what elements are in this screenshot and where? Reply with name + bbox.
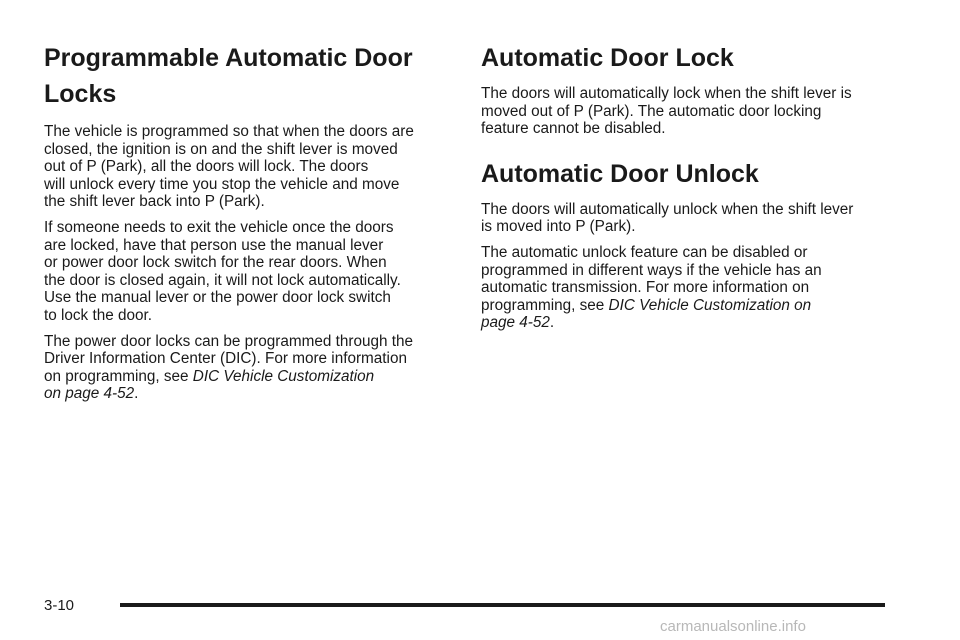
paragraph-automatic-lock [481, 85, 891, 138]
text-line: Driver Information Center (DIC). For more information [44, 350, 407, 368]
text-line: If someone needs to exit the vehicle once the doors [44, 218, 394, 236]
paragraph-automatic-unlock [481, 201, 891, 236]
text-lead: on programming, see [44, 367, 193, 385]
text-line: or power door lock switch for the rear doors. When [44, 254, 387, 272]
page-number: 3-10 [44, 597, 75, 614]
period: . [134, 385, 139, 403]
text-line: the door is closed again, it will not lock automatically. [44, 271, 401, 289]
paragraph-programming-overview [44, 123, 444, 211]
text-line: are locked, have that person use the manual lever [44, 236, 384, 254]
text-line [44, 368, 444, 386]
paragraph-exit-vehicle [44, 219, 444, 325]
text-line: The power door locks can be programmed through the [44, 332, 414, 350]
text-line: programmed in different ways if the vehicle has an [481, 261, 822, 279]
cross-reference-link[interactable]: DIC Vehicle Customization on [608, 296, 812, 314]
text-line: the shift lever back into P (Park). [44, 193, 265, 211]
cross-reference-page[interactable]: on page 4-52 [44, 385, 135, 403]
text-line: moved out of P (Park). The automatic door locking [481, 102, 822, 120]
text-lead: programming, see [481, 296, 609, 314]
period: . [549, 314, 555, 332]
text-line: Use the manual lever or the power door lock switch [44, 289, 391, 307]
text-line: feature cannot be disabled. [481, 120, 666, 138]
text-line [44, 385, 444, 403]
heading-automatic-door-lock: Automatic Door Lock [481, 44, 734, 72]
text-line: is moved into P (Park). [481, 218, 636, 236]
footer-rule [120, 603, 885, 607]
heading-line: Programmable Automatic Door [44, 44, 413, 72]
text-line: to lock the door. [44, 306, 152, 324]
cross-reference-link[interactable]: DIC Vehicle Customization [192, 367, 375, 385]
text-line: out of P (Park), all the doors will lock. The doors [44, 158, 369, 176]
text-line: The automatic unlock feature can be disabled or [481, 243, 808, 261]
text-line: will unlock every time you stop the vehicle and move [44, 175, 400, 193]
text-line: automatic transmission. For more information on [481, 279, 810, 297]
text-line: The doors will automatically lock when the shift lever is [481, 85, 852, 102]
left-column [44, 40, 444, 403]
heading-line: Locks [44, 80, 117, 108]
text-line: closed, the ignition is on and the shift lever is moved [44, 140, 398, 158]
right-column [481, 40, 891, 332]
text-line: The doors will automatically unlock when the shift lever [481, 200, 854, 218]
watermark: carmanualsonline.info [660, 618, 806, 635]
text-line: The vehicle is programmed so that when the doors are [44, 123, 414, 140]
heading-programmable-automatic-door-locks [44, 40, 444, 112]
paragraph-unlock-customization [481, 244, 891, 332]
paragraph-dic-programming [44, 333, 444, 403]
text-line [481, 297, 891, 315]
heading-automatic-door-unlock: Automatic Door Unlock [481, 159, 759, 188]
text-line [481, 314, 891, 332]
cross-reference-page[interactable]: page 4-52 [481, 314, 550, 332]
